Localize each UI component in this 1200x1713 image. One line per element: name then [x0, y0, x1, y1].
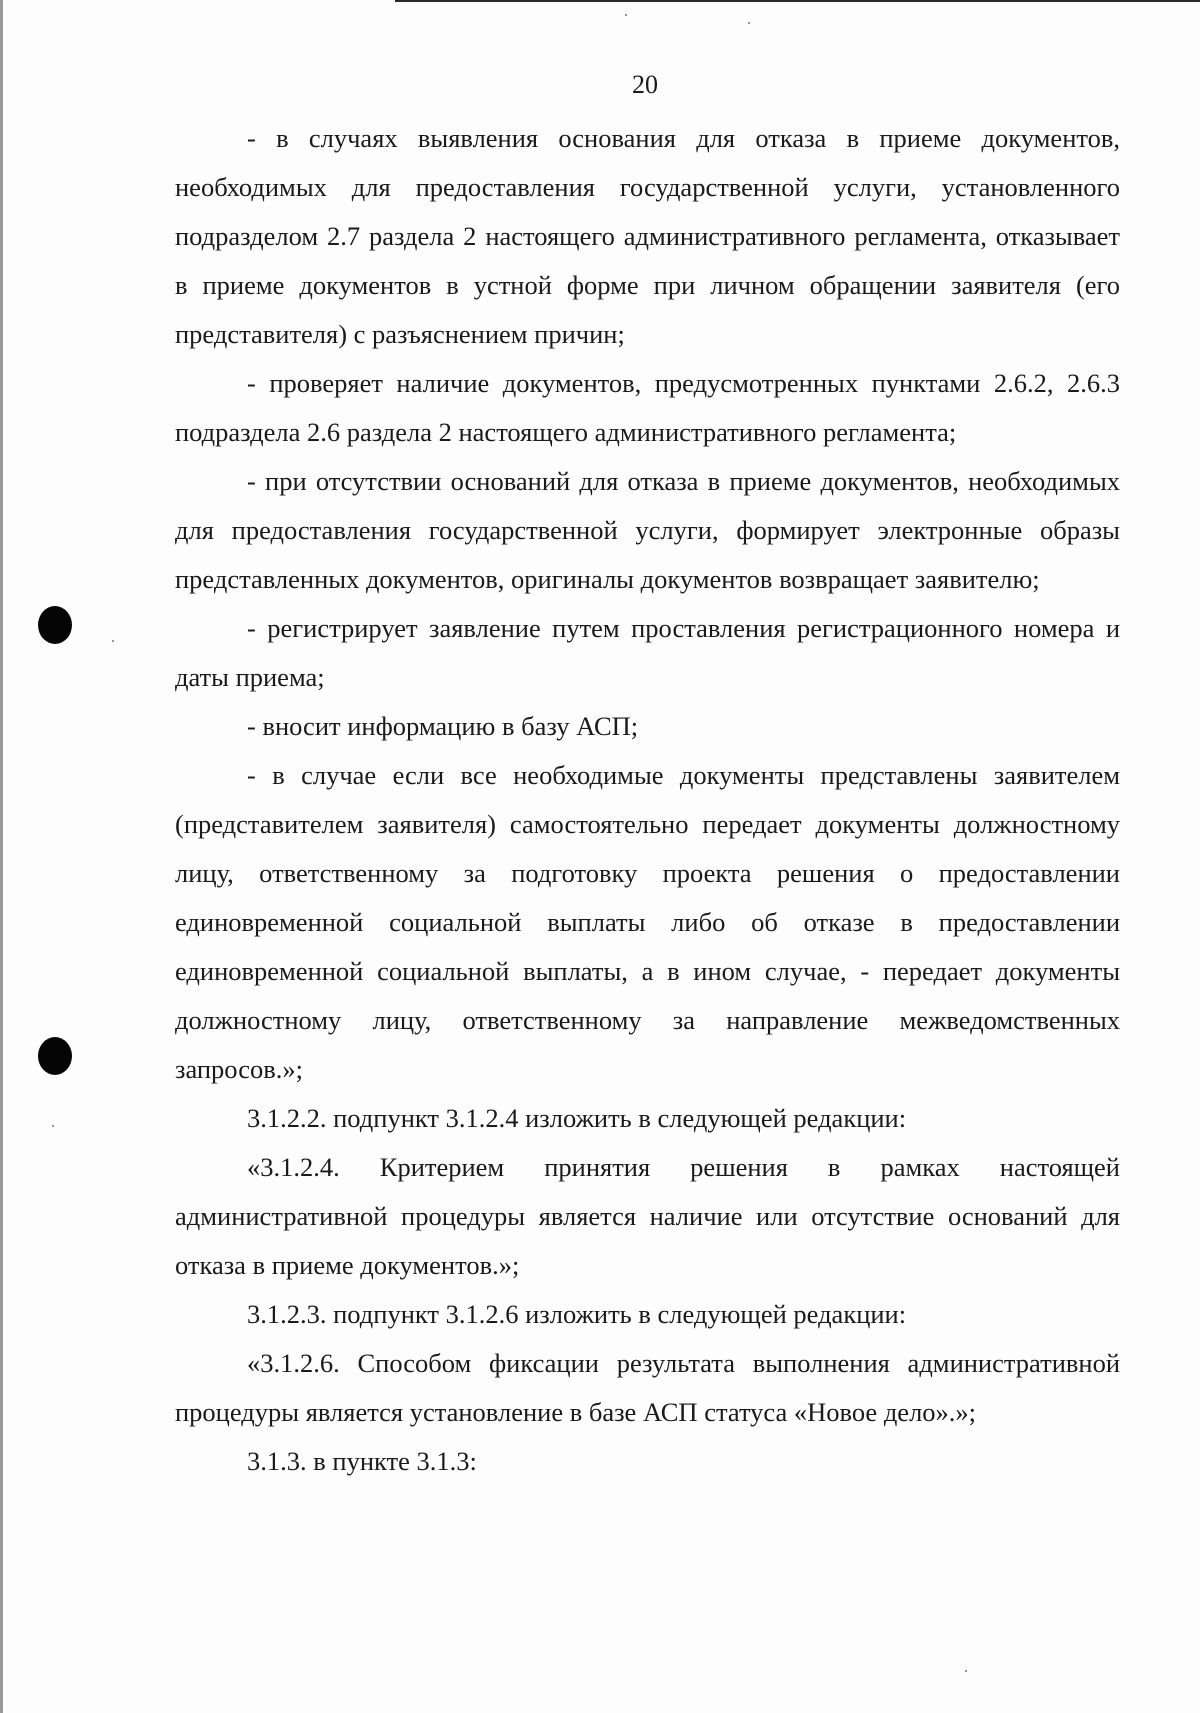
- left-page-edge: [0, 0, 3, 1713]
- paragraph: «3.1.2.6. Способом фиксации результата выполнения административной процедуры является установление в базе АСП статуса «Новое дело».»;: [175, 1348, 1120, 1427]
- paragraph: - в случае если все необходимые документы представлены заявителем (представителем заявителя) самостоятельно передает документы должностному лицу, ответственному за подготовку проекта решения о предоставлении единовременной социальной выплаты либо об отказе в предоставлении единовременной социальной выплаты, а в ином случае, - передает документы должностному лицу, ответственному за направление межведомственных запросов.»;: [175, 760, 1120, 1084]
- scan-speck: [52, 1125, 54, 1127]
- paragraph: 3.1.3. в пункте 3.1.3:: [247, 1446, 477, 1476]
- top-border-line: [395, 0, 1200, 2]
- document-body: [175, 114, 1120, 1486]
- paragraph: - проверяет наличие документов, предусмотренных пунктами 2.6.2, 2.6.3 подраздела 2.6 раздела 2 настоящего административного регламента;: [175, 368, 1120, 447]
- paragraph: «3.1.2.4. Критерием принятия решения в рамках настоящей административной процедуры является наличие или отсутствие оснований для отказа в приеме документов.»;: [175, 1152, 1120, 1280]
- paragraph: - регистрирует заявление путем проставления регистрационного номера и даты приема;: [175, 613, 1120, 692]
- scan-speck: [112, 640, 114, 642]
- paragraph: - при отсутствии оснований для отказа в приеме документов, необходимых для предоставления государственной услуги, формирует электронные образы представленных документов, оригиналы документов возвращает заявителю;: [175, 466, 1120, 594]
- paragraph: - в случаях выявления основания для отказа в приеме документов, необходимых для предоставления государственной услуги, установленного подразделом 2.7 раздела 2 настоящего административного регламента, отказывает в приеме документов в устной форме при личном обращении заявителя (его представителя) с разъяснением причин;: [175, 123, 1120, 349]
- punch-hole-icon: [38, 606, 72, 644]
- scan-speck: [965, 1670, 967, 1672]
- page-number: 20: [632, 70, 658, 99]
- paragraph: - вносит информацию в базу АСП;: [247, 711, 639, 741]
- scan-speck: [748, 22, 750, 24]
- punch-hole-icon: [38, 1037, 72, 1075]
- paragraph: 3.1.2.2. подпункт 3.1.2.4 изложить в следующей редакции:: [247, 1103, 907, 1133]
- paragraph: 3.1.2.3. подпункт 3.1.2.6 изложить в следующей редакции:: [247, 1299, 907, 1329]
- scan-speck: [625, 14, 627, 16]
